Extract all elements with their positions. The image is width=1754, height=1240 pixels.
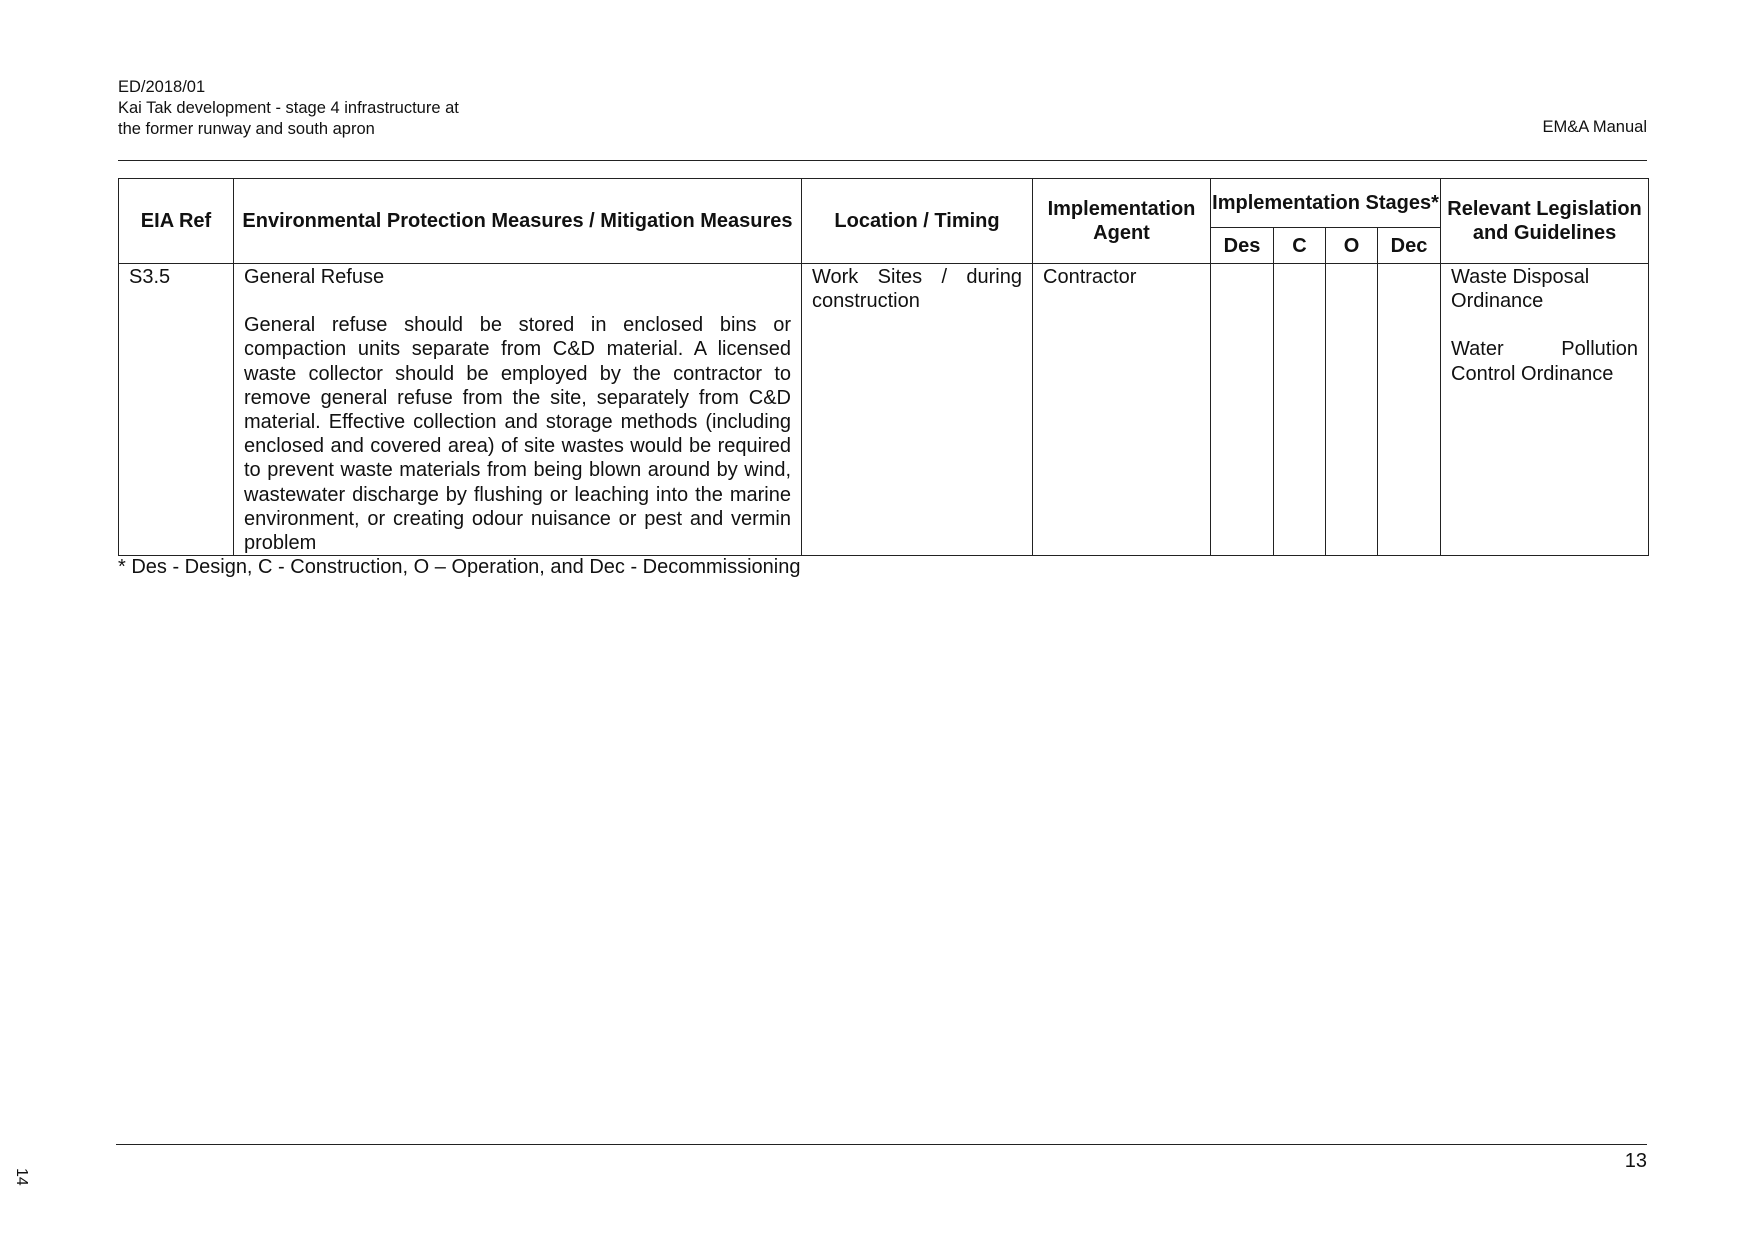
project-title-line-1: Kai Tak development - stage 4 infrastructure at [118,99,459,117]
page-number: 13 [1624,1150,1647,1172]
legislation-1: Waste Disposal Ordinance [1451,266,1590,313]
cell-legislation [1441,264,1649,556]
header-divider [118,160,1647,161]
legislation-2-line-1: Water Pollution [1451,338,1639,361]
side-page-number: 14 [13,1168,30,1186]
header-stage-dec: Dec [1378,228,1441,264]
header-stage-c: C [1274,228,1326,264]
header-stage-o: O [1326,228,1378,264]
cell-stage-c [1274,264,1326,556]
legislation-2-line-2: Control Ordinance [1451,362,1614,385]
cell-implementation-agent: Contractor [1033,264,1211,556]
document-ref: ED/2018/01 [118,78,206,96]
header-stage-des: Des [1211,228,1274,264]
table-footnote: * Des - Design, C - Construction, O – Operation, and Dec - Decommissioning [118,556,801,578]
cell-stage-dec [1378,264,1441,556]
header-location-timing: Location / Timing [802,179,1033,264]
project-title-line-2: the former runway and south apron [118,120,375,138]
header-measures: Environmental Protection Measures / Mitigation Measures [234,179,802,264]
location-line-1: Work Sites / during [812,266,1022,288]
header-implementation-stages: Implementation Stages* [1211,179,1441,228]
mitigation-measures-table [118,178,1649,556]
header-eia-ref: EIA Ref [119,179,234,264]
cell-stage-o [1326,264,1378,556]
measure-body: General refuse should be stored in enclosed bins or compaction units separate from C&D material. A licensed waste collector should be employed by the contractor to remove general refuse from the site, separately from C&D material. Effective collection and storage methods (including enclosed and covered area) of site wastes would be required to prevent waste materials from being blown around by wind, wastewater discharge by flushing or leaching into the marine environment, or creating odour nuisance or pest and vermin problem [244,314,791,555]
location-line-2: construction [812,290,920,313]
header-legislation: Relevant Legislation and Guidelines [1441,179,1649,264]
cell-stage-des [1211,264,1274,556]
cell-location-timing [802,264,1033,556]
manual-title: EM&A Manual [1542,118,1647,136]
table-row [119,264,1649,556]
header-implementation-agent: Implementation Agent [1033,179,1211,264]
cell-measures [234,264,802,556]
document-header-left [118,77,459,140]
footer-divider [116,1144,1647,1145]
cell-eia-ref: S3.5 [119,264,234,556]
measure-title: General Refuse [244,266,385,288]
